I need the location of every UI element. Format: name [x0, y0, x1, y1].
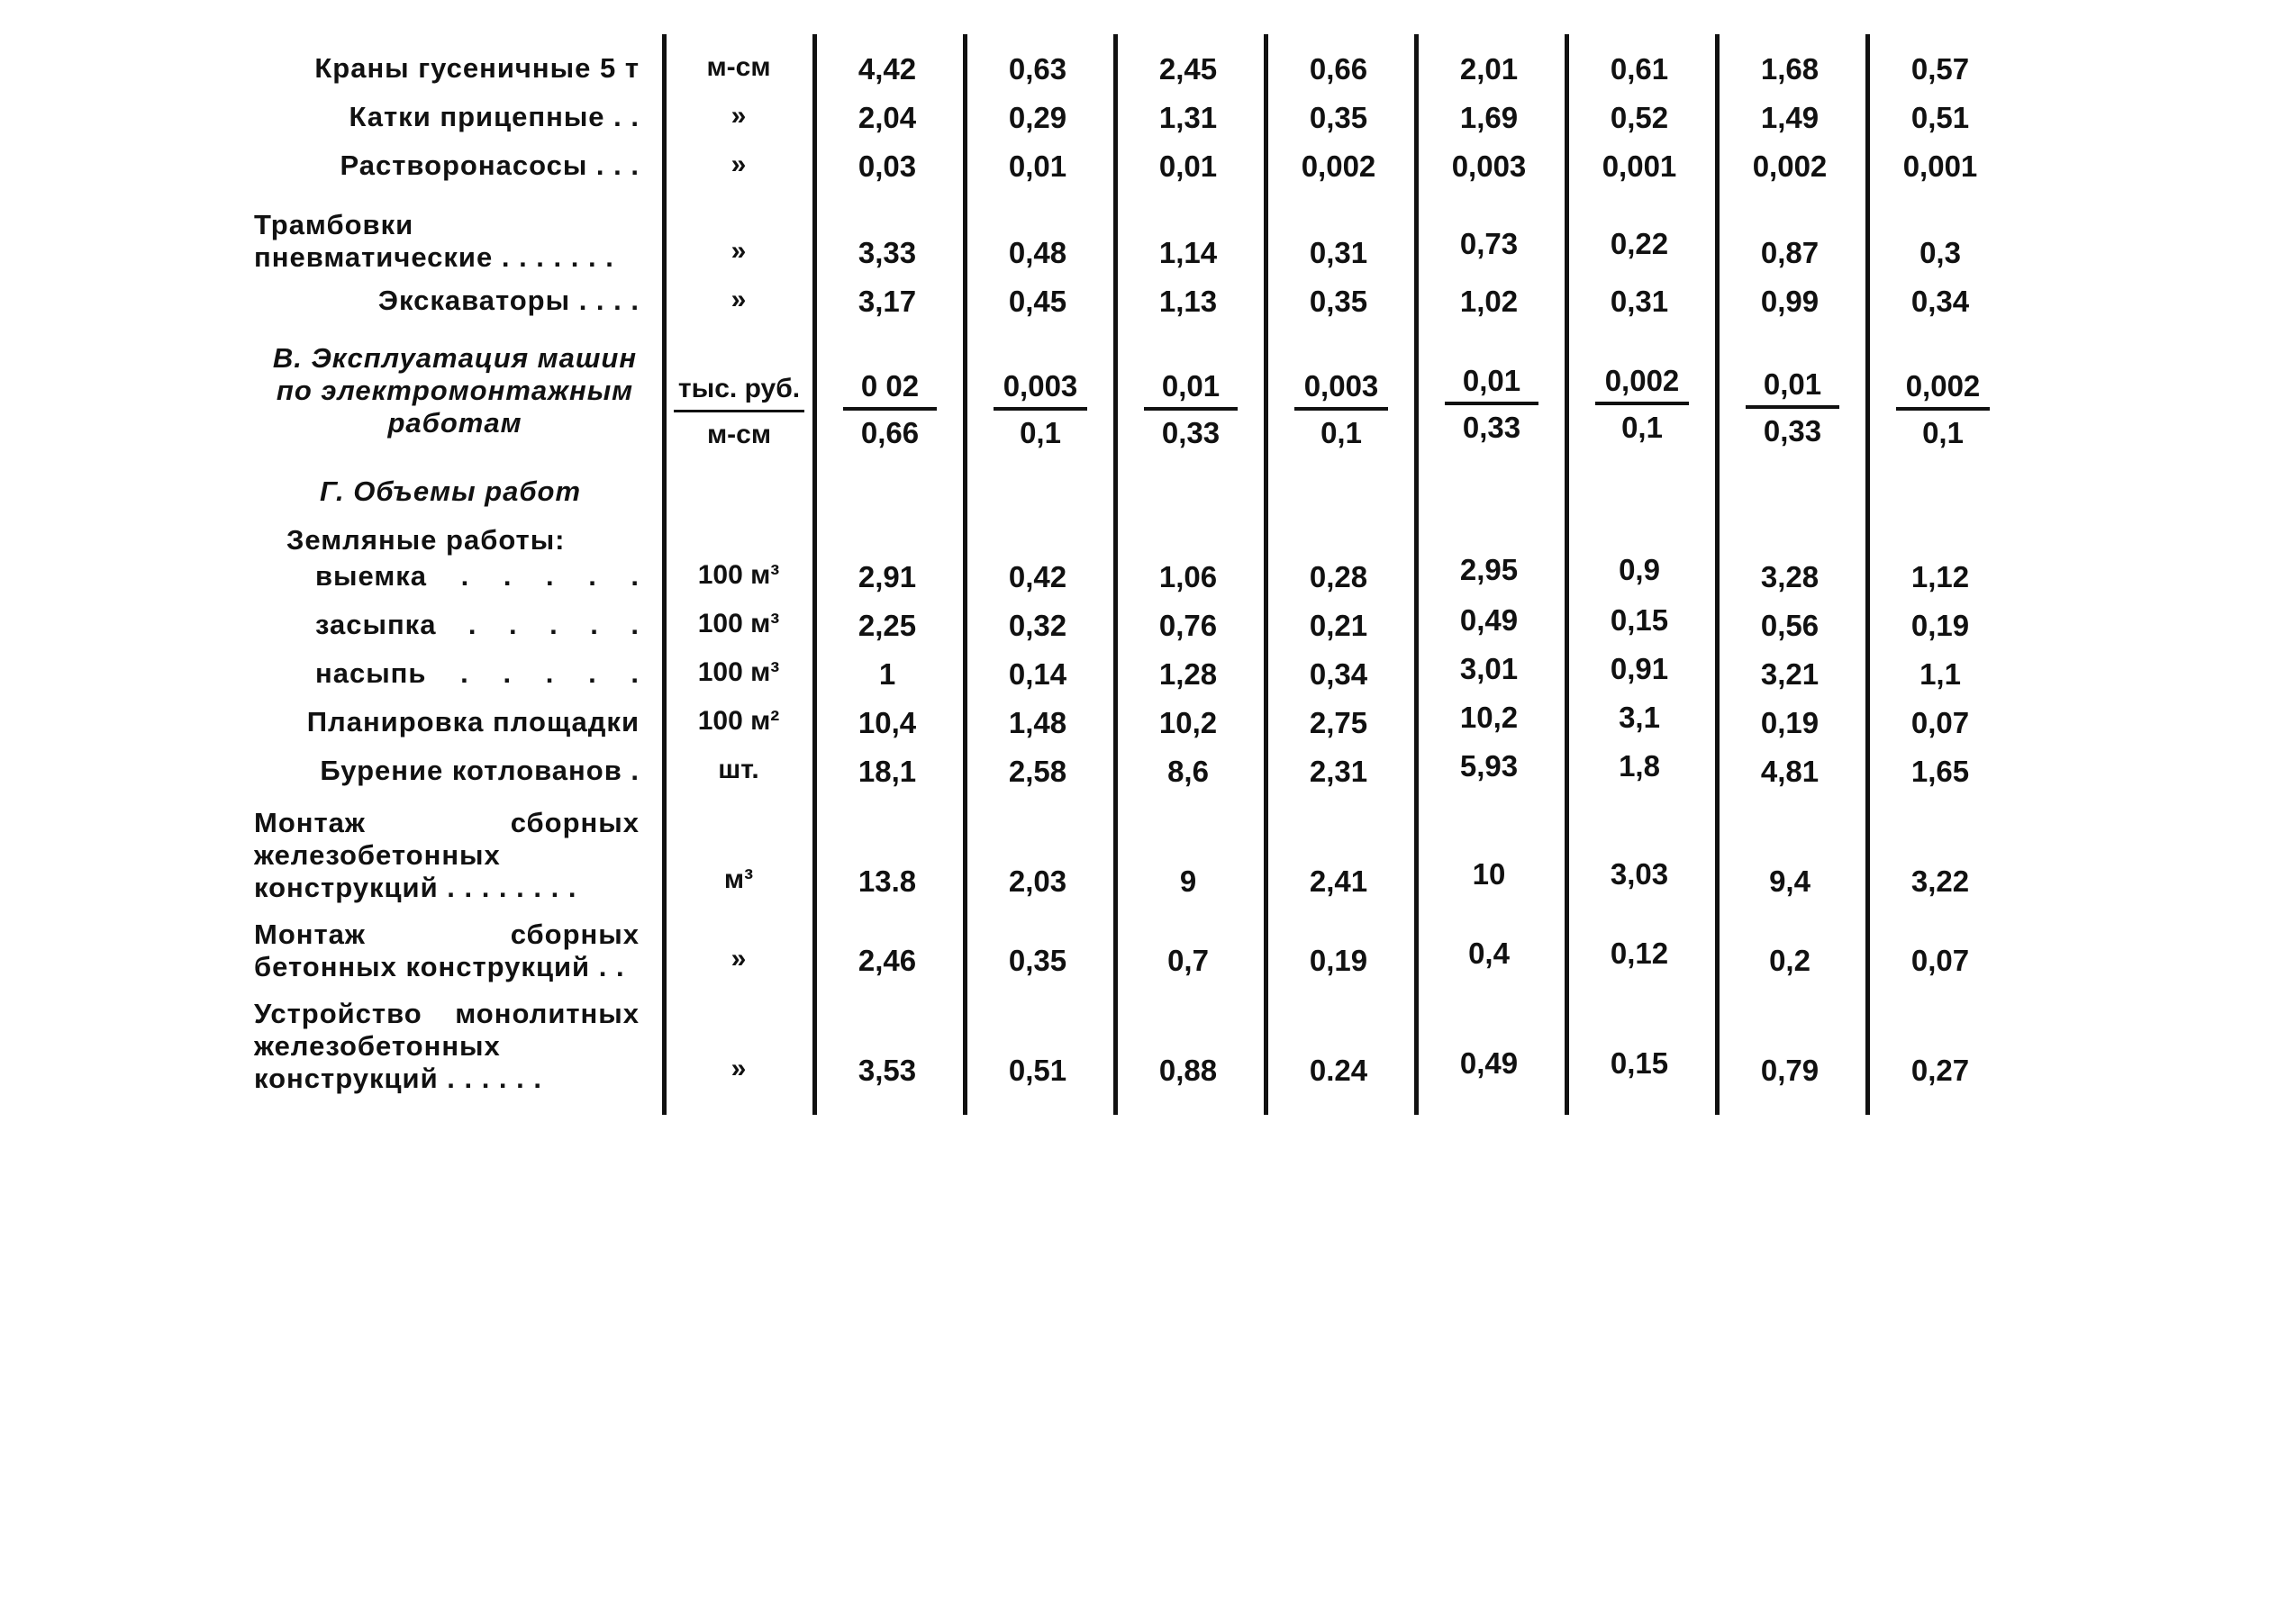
table-cell: 0,9 [1619, 553, 1660, 586]
table-cell: 0,48 [1008, 236, 1067, 269]
table-cell: 4,42 [858, 52, 917, 86]
table-cell: 2,41 [1309, 864, 1368, 898]
table-cell: 3,53 [858, 1054, 917, 1087]
table-cell: 0,002 [1752, 149, 1828, 183]
fraction-cell [843, 369, 937, 450]
table-cell: 0,35 [1309, 285, 1368, 318]
table-cell: 1,28 [1158, 657, 1218, 691]
row-label: Устройство монолитных железобетонных конструкций . . . . . . [254, 998, 640, 1094]
row-label: Растворонасосы . . . [340, 149, 640, 181]
row-label: Трамбовки пневматические . . . . . . . [254, 209, 614, 273]
table-cell: 0,07 [1910, 944, 1970, 977]
table-cell: 0,28 [1309, 560, 1368, 593]
table-cell: 0,12 [1610, 937, 1669, 970]
table-cell: 0,21 [1309, 609, 1368, 642]
unit-denominator: м-см [706, 420, 772, 449]
table-cell: 0,32 [1008, 609, 1067, 642]
table-cell: 13.8 [858, 864, 917, 898]
table-cell: 0,002 [1301, 149, 1376, 183]
row-unit: 100 м³ [697, 609, 780, 638]
table-cell: 2,04 [858, 101, 917, 134]
fraction-denominator: 0,1 [1621, 411, 1663, 444]
table-cell: 0,15 [1610, 603, 1669, 637]
table-cell: 1,13 [1158, 285, 1218, 318]
table-cell: 3,22 [1910, 864, 1970, 898]
table-cell: 0,03 [858, 149, 917, 183]
table-cell: 1,48 [1008, 706, 1067, 739]
fraction-denominator: 0,66 [860, 416, 920, 449]
row-unit: » [731, 101, 747, 131]
table-cell: 9 [1179, 864, 1197, 898]
table-cell: 1,65 [1910, 755, 1970, 788]
row-unit: » [731, 236, 747, 266]
table-cell: 2,01 [1459, 52, 1519, 86]
table-cell: 0,14 [1008, 657, 1067, 691]
table-cell: 0,15 [1610, 1046, 1669, 1080]
table-cell: 0,3 [1919, 236, 1961, 269]
table-cell: 1,12 [1910, 560, 1970, 593]
table-cell: 1,1 [1919, 657, 1961, 691]
table-cell: 1,69 [1459, 101, 1519, 134]
table-cell: 0,45 [1008, 285, 1067, 318]
table-cell: 0,51 [1008, 1054, 1067, 1087]
table-cell: 0,51 [1910, 101, 1970, 134]
table-cell: 3,01 [1459, 652, 1519, 685]
table-cell: 1 [878, 657, 896, 691]
table-cell: 3,21 [1760, 657, 1820, 691]
fraction-numerator: 0,003 [994, 369, 1087, 411]
table-cell: 0,42 [1008, 560, 1067, 593]
table-cell: 3,28 [1760, 560, 1820, 593]
fraction-cell [1445, 364, 1538, 445]
fraction-denominator: 0,33 [1462, 411, 1521, 444]
table-cell: 1,49 [1760, 101, 1820, 134]
fraction-numerator: 0,01 [1445, 364, 1538, 405]
fraction-cell [994, 369, 1087, 450]
table-cell: 0,7 [1167, 944, 1209, 977]
table-cell: 2,03 [1008, 864, 1067, 898]
row-label: Экскаваторы . . . . [377, 285, 640, 316]
table-cell: 0,01 [1158, 149, 1218, 183]
row-unit: » [731, 944, 747, 973]
table-cell: 1,14 [1158, 236, 1218, 269]
table-cell: 9,4 [1769, 864, 1810, 898]
table-cell: 0,003 [1451, 149, 1527, 183]
table-cell: 10,2 [1158, 706, 1218, 739]
section-v-title: В. Эксплуатация машин по электромонтажным работам [272, 342, 638, 439]
table-cell: 0,79 [1760, 1054, 1820, 1087]
row-unit: 100 м² [697, 706, 780, 736]
table-cell: 0,29 [1008, 101, 1067, 134]
row-unit: » [731, 1054, 747, 1083]
table-cell: 0,91 [1610, 652, 1669, 685]
row-unit: » [731, 285, 747, 314]
section-g-title: Г. Объемы работ [319, 475, 582, 507]
table-cell: 0,31 [1309, 236, 1368, 269]
table-cell: 2,58 [1008, 755, 1067, 788]
table-cell: 18,1 [858, 755, 917, 788]
fraction-denominator: 0,33 [1161, 416, 1221, 449]
row-unit: м³ [723, 864, 754, 894]
fraction-numerator: 0,01 [1144, 369, 1238, 411]
table-cell: 2,25 [858, 609, 917, 642]
table-cell: 3,1 [1619, 701, 1660, 734]
table-cell: 0,88 [1158, 1054, 1218, 1087]
table-cell: 0,31 [1610, 285, 1669, 318]
table-cell: 10,2 [1459, 701, 1519, 734]
fraction-denominator: 0,1 [1922, 416, 1964, 449]
fraction-numerator: 0,003 [1294, 369, 1388, 411]
table-cell: 5,93 [1459, 749, 1519, 783]
table-cell: 0,34 [1309, 657, 1368, 691]
table-cell: 0,19 [1760, 706, 1820, 739]
table-cell: 0,76 [1158, 609, 1218, 642]
table-cell: 0,56 [1760, 609, 1820, 642]
fraction-cell [1595, 364, 1689, 445]
row-label: Краны гусеничные 5 т [314, 52, 640, 84]
table-cell: 0,19 [1309, 944, 1368, 977]
fraction-numerator: 0,01 [1746, 367, 1839, 409]
row-label: насыпь . . . . . [315, 657, 640, 689]
table-cell: 0,19 [1910, 609, 1970, 642]
table-cell: 2,46 [858, 944, 917, 977]
fraction-denominator: 0,1 [1320, 416, 1362, 449]
table-cell: 2,75 [1309, 706, 1368, 739]
table-cell: 0,66 [1309, 52, 1368, 86]
fraction-denominator: 0,1 [1020, 416, 1061, 449]
table-cell: 1,31 [1158, 101, 1218, 134]
column-rule [662, 34, 667, 1115]
table-cell: 0,35 [1309, 101, 1368, 134]
row-unit: м-см [706, 52, 771, 82]
fraction-cell [1746, 367, 1839, 448]
table-cell: 0,001 [1602, 149, 1677, 183]
table-cell: 0,52 [1610, 101, 1669, 134]
fraction-numerator: 0,002 [1896, 369, 1990, 411]
table-cell: 0,49 [1459, 603, 1519, 637]
table-cell: 0,63 [1008, 52, 1067, 86]
table-cell: 0,61 [1610, 52, 1669, 86]
table-cell: 10,4 [858, 706, 917, 739]
table-cell: 0,34 [1910, 285, 1970, 318]
row-unit: шт. [718, 755, 759, 784]
table-cell: 2,45 [1158, 52, 1218, 86]
row-label: Бурение котлованов . [320, 755, 640, 786]
table-cell: 0.24 [1309, 1054, 1368, 1087]
table-cell: 0,001 [1902, 149, 1978, 183]
table-cell: 8,6 [1167, 755, 1209, 788]
fraction-cell [1144, 369, 1238, 450]
row-unit: 100 м³ [697, 560, 780, 590]
row-label: Катки прицепные . . [349, 101, 640, 132]
table-cell: 1,68 [1760, 52, 1820, 86]
row-unit: » [731, 149, 747, 179]
row-label: Монтаж сборных бетонных конструкций . . [254, 919, 640, 982]
table-cell: 4,81 [1760, 755, 1820, 788]
row-unit: 100 м³ [697, 657, 780, 687]
fraction-numerator: 0,002 [1595, 364, 1689, 405]
table-cell: 1,06 [1158, 560, 1218, 593]
table-cell: 3,33 [858, 236, 917, 269]
table-cell: 2,95 [1459, 553, 1519, 586]
table-cell: 0,73 [1459, 227, 1519, 260]
table-cell: 0,22 [1610, 227, 1669, 260]
table-cell: 0,01 [1008, 149, 1067, 183]
row-label: засыпка . . . . . [315, 609, 640, 640]
table-cell: 3,03 [1610, 857, 1669, 891]
table-cell: 2,91 [858, 560, 917, 593]
table-cell: 0,87 [1760, 236, 1820, 269]
row-label: Планировка площадки [306, 706, 640, 738]
fraction-cell [1896, 369, 1990, 450]
table-cell: 0,27 [1910, 1054, 1970, 1087]
fraction-denominator: 0,33 [1763, 414, 1822, 448]
table-cell: 0,49 [1459, 1046, 1519, 1080]
row-label: выемка . . . . . [315, 560, 640, 592]
table-cell: 0,35 [1008, 944, 1067, 977]
fraction-cell [1294, 369, 1388, 450]
table-cell: 0,07 [1910, 706, 1970, 739]
section-v-unit [674, 374, 804, 450]
table-cell: 1,02 [1459, 285, 1519, 318]
row-label: Монтаж сборных железобетонных конструкций . . . . . . . . [254, 807, 640, 903]
earthworks-title: Земляные работы: [286, 524, 566, 556]
table-cell: 0,57 [1910, 52, 1970, 86]
table-cell: 0,2 [1769, 944, 1810, 977]
table-cell: 10 [1472, 857, 1506, 891]
table-cell: 0,99 [1760, 285, 1820, 318]
table-cell: 0,4 [1468, 937, 1510, 970]
table-cell: 2,31 [1309, 755, 1368, 788]
unit-numerator: тыс. руб. [674, 374, 804, 412]
table-cell: 3,17 [858, 285, 917, 318]
table-cell: 1,8 [1619, 749, 1660, 783]
fraction-numerator: 0 02 [843, 369, 937, 411]
